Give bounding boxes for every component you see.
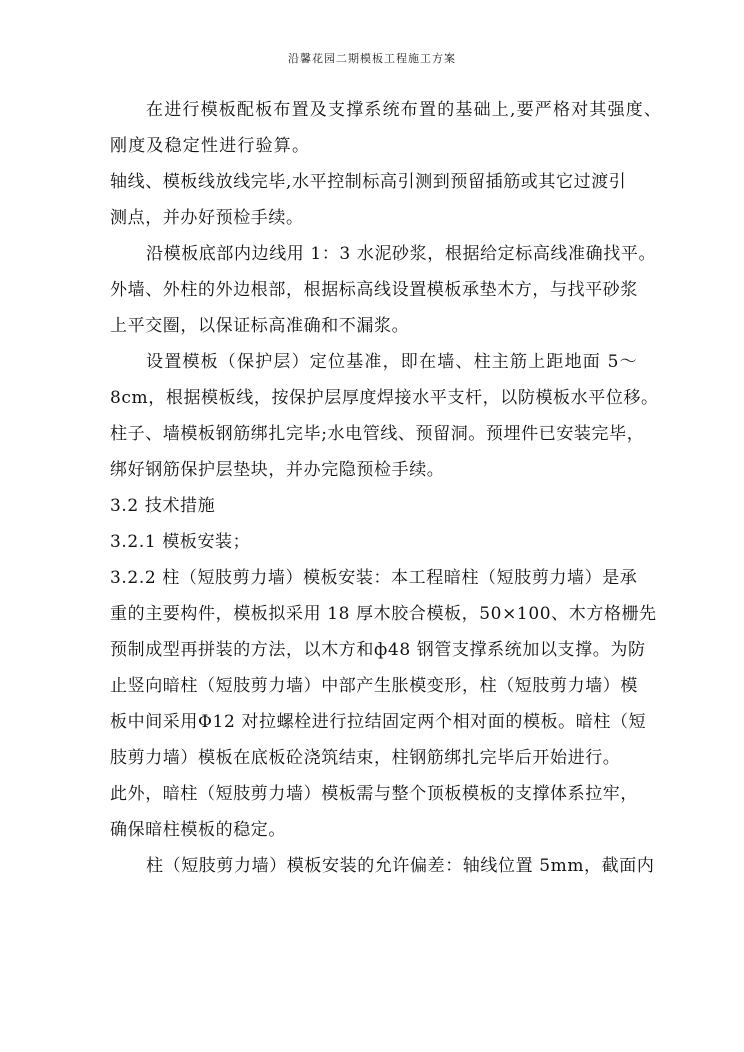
subsection-heading: 3.2.1 模板安装； — [110, 532, 251, 552]
paragraph-line: 此外，暗柱（短肢剪力墙）模板需与整个顶板模板的支撑体系拉牢， — [110, 784, 638, 804]
paragraph-line: 刚度及稳定性进行验算。 — [110, 136, 311, 156]
paragraph-line: 沿模板底部内边线用 1：3 水泥砂浆，根据给定标高线准确找平。 — [146, 244, 657, 264]
paragraph-line: 重的主要构件，模板拟采用 18 厚木胶合模板，50×100、木方格栅先 — [110, 604, 657, 624]
paragraph-line: 确保暗柱模板的稳定。 — [110, 820, 286, 840]
paragraph-line: 板中间采用Φ12 对拉螺栓进行拉结固定两个相对面的模板。暗柱（短 — [110, 712, 647, 732]
paragraph-line: 3.2.2 柱（短肢剪力墙）模板安装：本工程暗柱（短肢剪力墙）是承 — [110, 568, 638, 588]
document-body — [110, 92, 663, 884]
section-heading: 3.2 技术措施 — [110, 496, 216, 516]
paragraph-line: 8cm，根据模板线，按保护层厚度焊接水平支杆，以防模板水平位移。 — [110, 388, 659, 408]
paragraph-line: 预制成型再拼装的方法，以木方和ф48 钢管支撑系统加以支撑。为防 — [110, 640, 646, 660]
paragraph-line: 绑好钢筋保护层垫块，并办完隐预检手续。 — [110, 460, 445, 480]
page-header: 沿馨花园二期模板工程施工方案 — [288, 52, 456, 65]
paragraph-line: 柱子、墙模板钢筋绑扎完毕;水电管线、预留洞。预埋件已安装完毕， — [110, 424, 645, 444]
paragraph-line: 柱（短肢剪力墙）模板安装的允许偏差：轴线位置 5mm，截面内 — [146, 856, 655, 876]
paragraph-line: 在进行模板配板布置及支撑系统布置的基础上,要严格对其强度、 — [146, 100, 663, 120]
paragraph-line: 设置模板（保护层）定位基准，即在墙、柱主筋上距地面 5～ — [146, 352, 638, 372]
paragraph-line: 轴线、模板线放线完毕,水平控制标高引测到预留插筋或其它过渡引 — [110, 172, 627, 192]
paragraph-line: 上平交圈，以保证标高准确和不漏浆。 — [110, 316, 410, 336]
paragraph-line: 肢剪力墙）模板在底板砼浇筑结束，柱钢筋绑扎完毕后开始进行。 — [110, 748, 621, 768]
paragraph-line: 外墙、外柱的外边根部，根据标高线设置模板承垫木方，与找平砂浆 — [110, 280, 638, 300]
paragraph-line: 止竖向暗柱（短肢剪力墙）中部产生胀模变形，柱（短肢剪力墙）模 — [110, 676, 638, 696]
paragraph-line: 测点，并办好预检手续。 — [110, 208, 304, 228]
